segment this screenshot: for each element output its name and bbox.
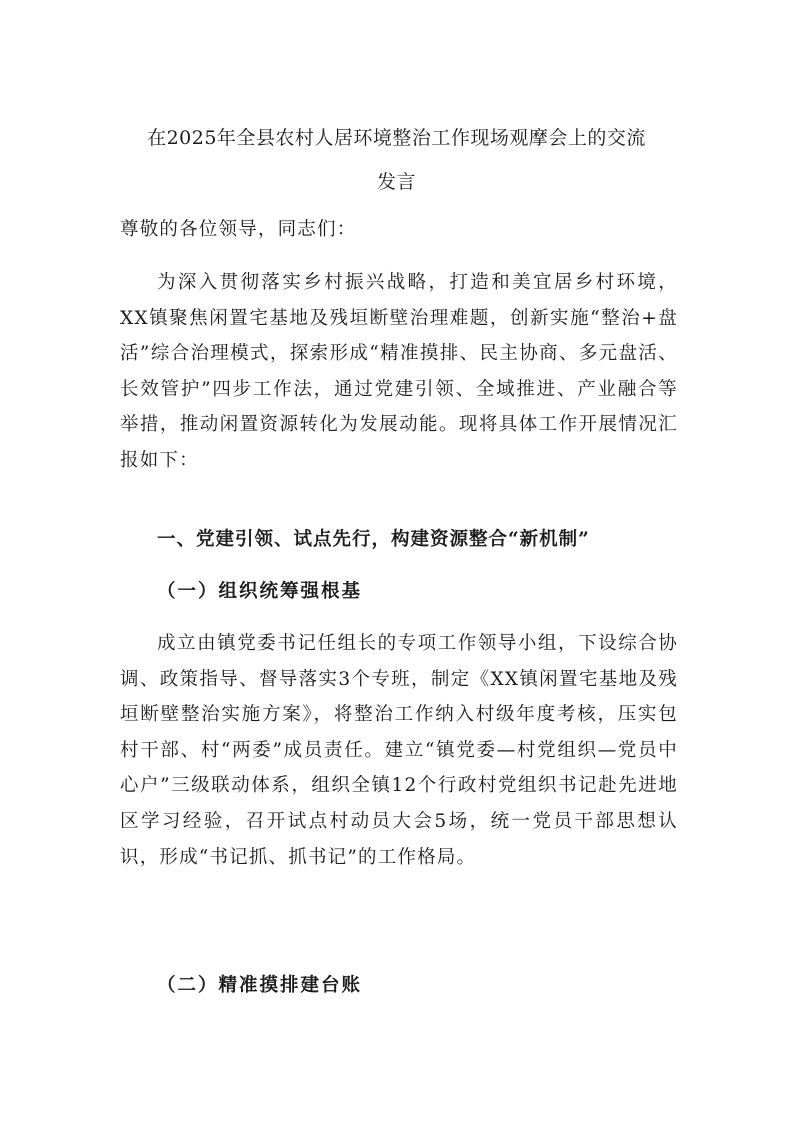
subsection-2-heading: （二）精准摸排建台账 [157, 975, 363, 996]
salutation: 尊敬的各位领导，同志们： [120, 219, 357, 240]
subsection-1-heading: （一）组织统筹强根基 [157, 581, 363, 602]
section-1-heading: 一、党建引领、试点先行，构建资源整合“新机制” [157, 529, 590, 550]
intro-paragraph: 为深入贯彻落实乡村振兴战略，打造和美宜居乡村环境，XX镇聚焦闲置宅基地及残垣断壁治理难题，创新实施“整治+盘活”综合治理模式，探索形成“精准摸排、民主协商、多元盘活、长效管护”四步工作法，通过党建引领、全域推进、产业融合等举措，推动闲置资源转化为发展动能。现将具体工作开展情况汇报如下： [120, 272, 678, 471]
document-title [100, 116, 693, 204]
subsection-1-body: 成立由镇党委书记任组长的专项工作领导小组，下设综合协调、政策指导、督导落实3个专班，制定《XX镇闲置宅基地及残垣断壁整治实施方案》，将整治工作纳入村级年度考核，压实包村干部、村“两委”成员责任。建立“镇党委—村党组织—党员中心户”三级联动体系，组织全镇12个行政村党组织书记赴先进地区学习经验，召开试点村动员大会5场，统一党员干部思想认识，形成“书记抓、抓书记”的工作格局。 [120, 633, 678, 868]
title-line-2: 发言 [376, 171, 416, 193]
title-line-1: 在2025年全县农村人居环境整治工作现场观摩会上的交流 [147, 127, 646, 149]
